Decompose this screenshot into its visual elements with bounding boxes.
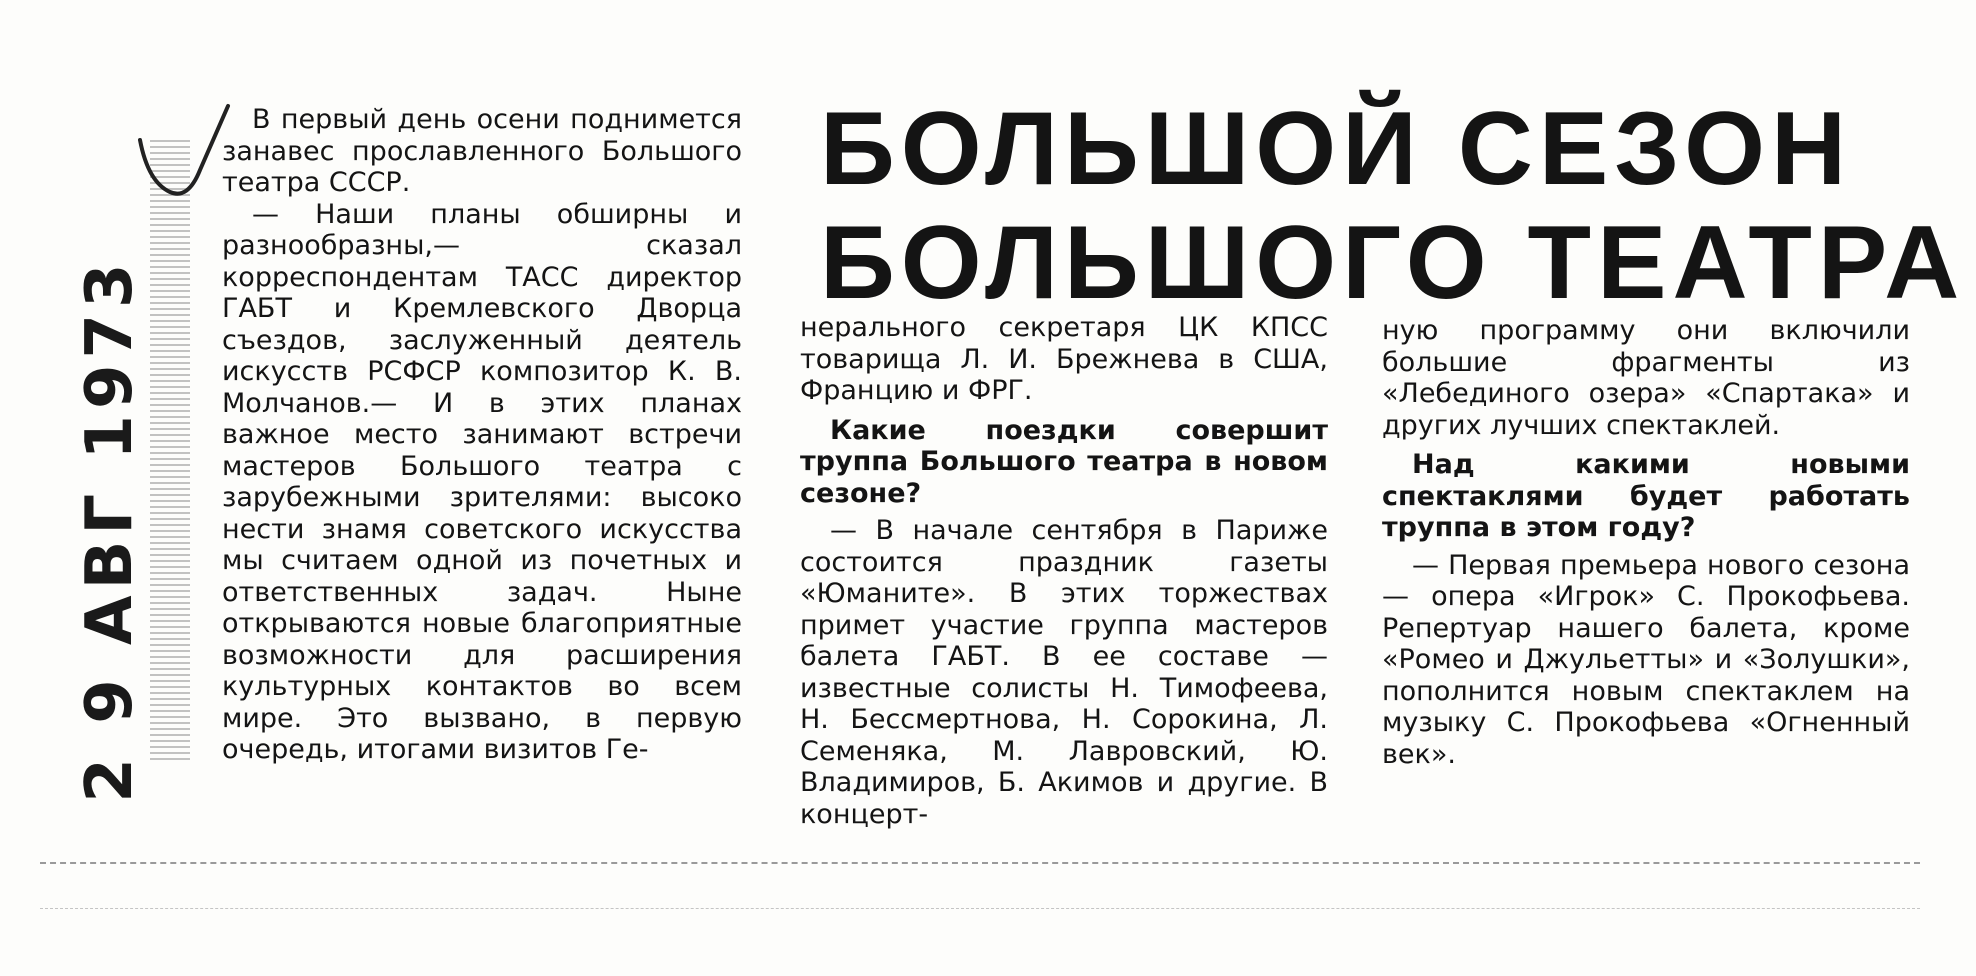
date-stamp-text: 2 9 АВГ 1973	[73, 257, 147, 803]
lead-paragraph: В первый день осени поднимется занавес прославленного Большого театра СССР.	[222, 104, 742, 198]
article-column-2	[800, 312, 1328, 830]
article-column-3	[1382, 315, 1910, 770]
interview-question: Над какими новыми спектаклями будет работать труппа в этом году?	[1382, 449, 1910, 543]
interview-question: Какие поездки совершит труппа Большого театра в новом сезоне?	[800, 414, 1328, 509]
body-paragraph: — Первая премьера нового сезона — опера «Игрок» С. Прокофьева. Репертуар нашего балета, кроме «Ромео и Джульетты» и «Золушки», пополнится новым спектаклем на музыку С. Прокофьева «Огненный век».	[1382, 549, 1910, 770]
article-headline	[820, 91, 1966, 321]
article-column-1	[222, 104, 742, 766]
body-paragraph: нерального секретаря ЦК КПСС товарища Л. И. Брежнева в США, Францию и ФРГ.	[800, 312, 1328, 406]
body-paragraph: ную программу они включили большие фрагменты из «Лебединого озера» «Спартака» и других лучших спектаклей.	[1382, 315, 1910, 441]
headline-line-2: БОЛЬШОГО ТЕАТРА	[820, 205, 1966, 321]
cut-line	[40, 908, 1920, 909]
cut-line	[40, 862, 1920, 864]
body-paragraph: — Наши планы обширны и разнообразны,— сказал корреспондентам ТАСС директор ГАБТ и Кремлевского Дворца съездов, заслуженный деятель искусств РСФСР композитор К. В. Молчанов.— И в этих планах важное место занимают встречи мастеров Большого театра с зарубежными зрителями: высоко нести знамя советского искусства мы считаем одной из почетных и ответственных задач. Ныне открываются новые благоприятные возможности для расширения культурных контактов во всем мире. Это вызвано, в первую очередь, итогами визитов Ге-	[222, 198, 742, 765]
body-paragraph: — В начале сентября в Париже состоится праздник газеты «Юманите». В этих торжествах примет участие группа мастеров балета ГАБТ. В ее составе — известные солисты Н. Тимофеева, Н. Бессмертнова, Н. Сорокина, Л. Семеняка, М. Лавровский, Ю. Владимиров, Б. Акимов и другие. В концерт-	[800, 515, 1328, 830]
headline-line-1: БОЛЬШОЙ СЕЗОН	[820, 91, 1853, 207]
